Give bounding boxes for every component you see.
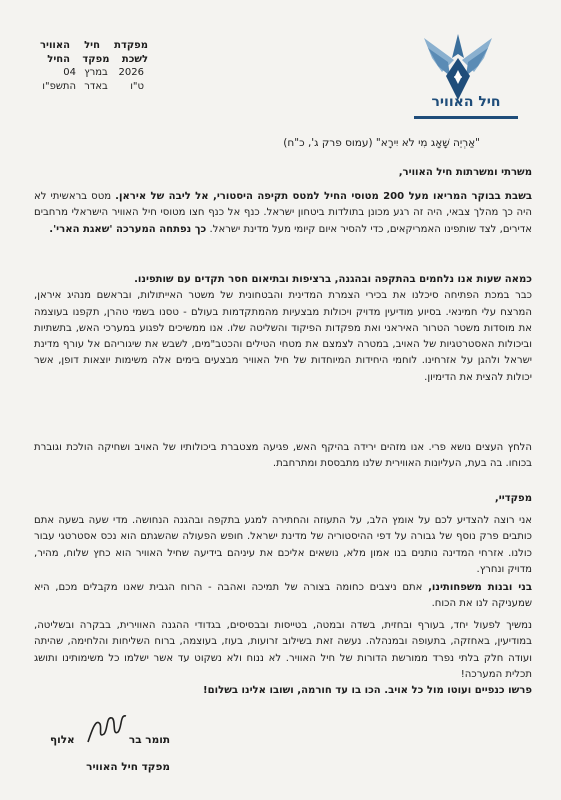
date-block — [44, 66, 144, 93]
opening-quote: "אַרְיֵה שָׁאָג מִי לֹא יִירָא" (עמוס פרק ג', כ"ח) — [283, 137, 480, 149]
signatory-title: מפקד חיל האוויר — [86, 761, 170, 773]
greeting: משרתי ומשרתות חיל האוויר, — [398, 167, 532, 178]
sender-block — [38, 39, 148, 66]
gregorian-date: 2026 במרץ 04 — [63, 67, 144, 78]
paragraph-1: בשבת בבוקר המריאו מעל 200 מטוסי החיל למטס תקיפה היסטורי, אל ליבה של איראן. מטס בראשיתי לא היה כך מהלך צבאי, היה זה רגע מכונן בתולדות ביטחון ישראל. כנף אל כנף חצו מטוסי חיל האוויר הישראלי מרחבים אדירים, לצד שותפינו האמריקאים, כדי להסיר איום קיומי מעל מדינת ישראל. כך נפתחה המערכה 'שאגת הארי'. — [34, 191, 533, 235]
closing-line: פרשו כנפיים ועוטו מול כל אויב. הכו בו עד חורמה, ושובו אלינו בשלום! — [203, 685, 532, 696]
org-name: חיל האוויר — [431, 94, 501, 110]
paragraph-2: כמאה שעות אנו נלחמים בהתקפה ובהגנה, ברציפות ובתיאום חסר תקדים עם שותפינו. כבר במכת הפתיחה סיכלנו את בכירי הצמרת המדינית והבטחונית של משטר האייתולות, ובראשם מנהיג איראן, המרצח עלי חמינאי. בסיוע מודיעין מדויק ויכולות מבצעיות מהמתקדמות בעולם - טסנו בשמי טהרן, תקפנו בעוצמה את מוסדות משטר הטרור האיראני ואת מפקדות הפיקוד והשליטה שלו. אנו ממשיכים לפגוע במערכי האש, בתשתיות וביכולות האסטרטגיות של האויב, במטרה לצמצם את מטחי הטילים והכטב"מים, לשבש את שיגוריהם אל עורף מדינת ישראל ולהגן על אזרחינו. לוחמי היחידות המיוחדות של חיל האוויר מבצעים בימים אלה משימות יוצאות דופן, אשר יכולות להצית את הדימיון. — [34, 274, 532, 383]
commanders-heading: מפקדיי, — [494, 493, 532, 504]
sender-line-1: מפקדת חיל האוויר — [40, 40, 148, 51]
paragraph-4: אני רוצה להצדיע לכם על אומץ הלב, על התעוזה והחתירה למגע בתקפה ובהגנה הנחושה. מדי שעה בשעה אתם כותבים פרק נוסף של גבורה על דפי ההיסטוריה של מדינת ישראל. חופש הפעולה שהשגתם הוא נכס אסטרטגי עבור כולנו. אזרחי המדינה נותנים בנו אמון מלא, נושאים אליכם את עיניהם בידיעה שחיל האוויר הוא כחץ שלוח, מהיר, מדויק ונחרץ. — [34, 515, 532, 575]
signatory-name: תומר בר אלוף — [50, 734, 170, 746]
sender-line-2: לשכת מפקד החיל — [47, 53, 148, 65]
paragraph-6: נמשיך לפעול יחד, בעורף ובחזית, בשדה ובמטה, בטייסות ובבסיסים, בגדודי ההגנה האווירית, בבקרה ובשליטה, במודיעין, באחזקה, בתעופה ובמנהלה. נעשה זאת בשילוב זרועות, בעוז, בעוצמה, ברוח השליחות והלחימה, שהיתה ועודה חלק בלתי נפרד ממורשת הדורות של חיל האוויר. לא ננוח ולא נשקוט עד אשר ישלמו כל משימותינו ותושג תכלית המערכה! — [34, 620, 532, 680]
paragraph-5: בני ובנות משפחותינו, אתם ניצבים כחומה בצורה של תמיכה ואהבה - הרוח הגבית שאנו מקבלים מכם, היא שמעניקה לנו את הכוח. — [34, 582, 532, 610]
paragraph-3: הלחץ העצים נושא פרי. אנו מזהים ירידה בהיקף האש, פגיעה מצטברת ביכולותיו של האויב ושחיקה הולכת וגוברת בכוחו. בה בעת, העליונות האווירית שלנו מתבססת ומתרחבת. — [34, 442, 532, 470]
hebrew-date: ט"ו באדר התשפ"ו — [42, 80, 144, 92]
header-rule — [414, 116, 518, 119]
